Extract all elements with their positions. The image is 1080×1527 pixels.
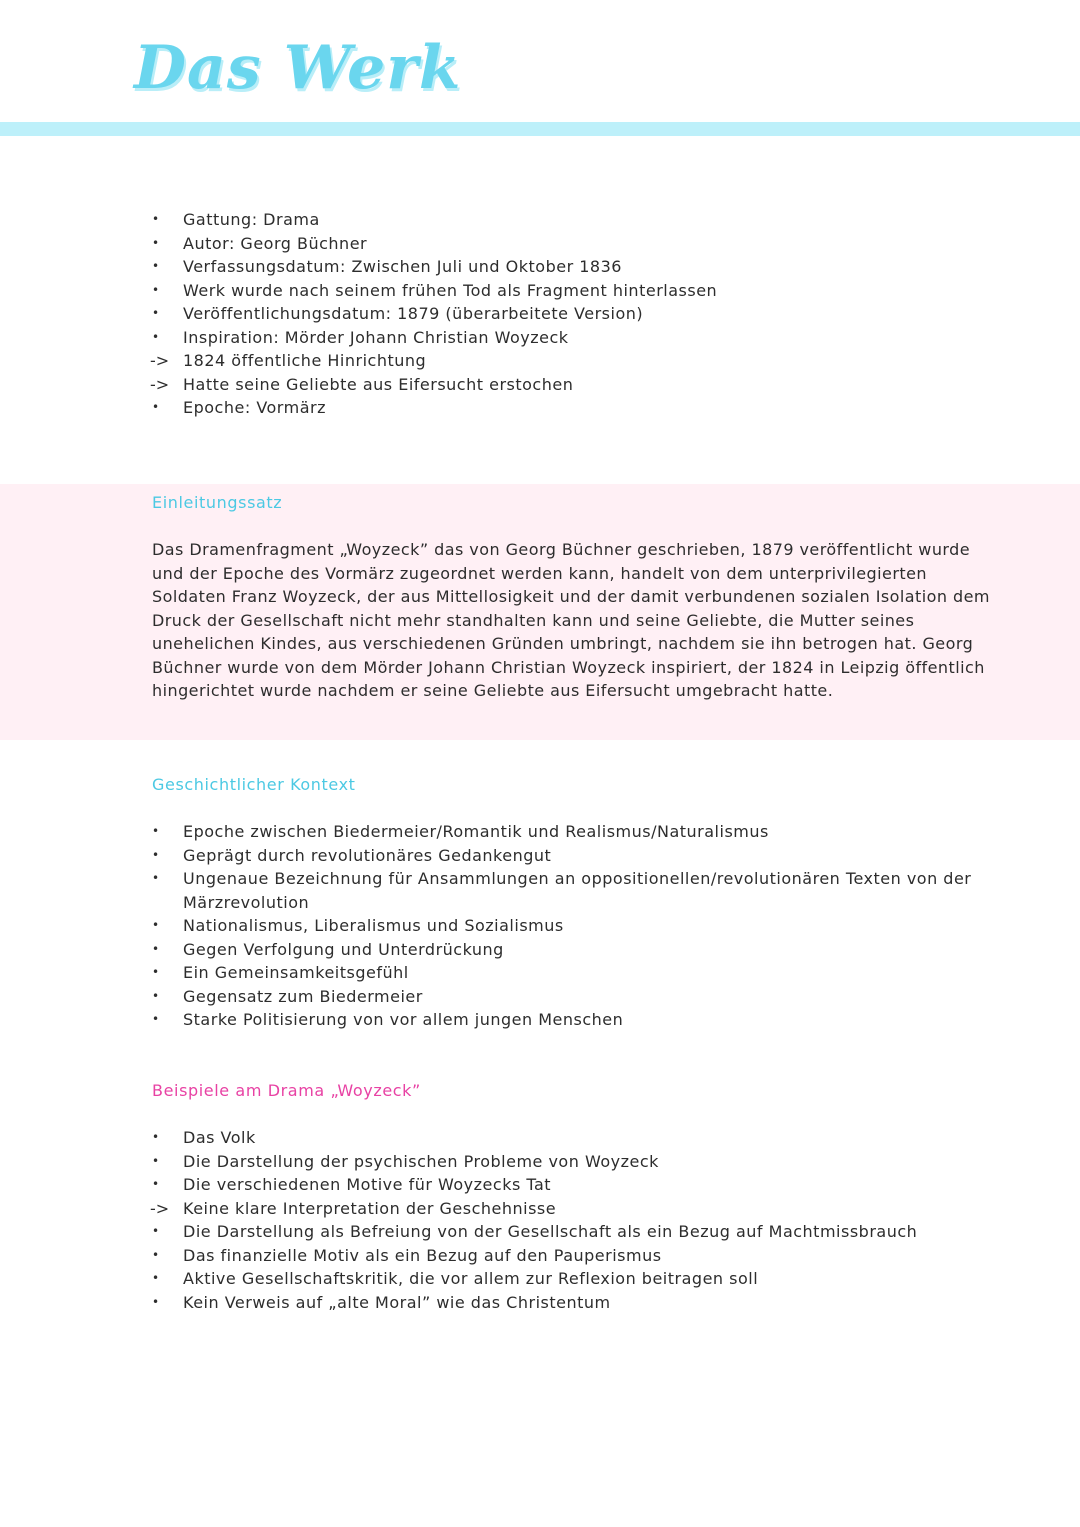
list-item-text: Gegensatz zum Biedermeier xyxy=(183,986,423,1006)
list-item-text: Verfassungsdatum: Zwischen Juli und Oktober 1836 xyxy=(183,257,622,276)
list-item-text: Geprägt durch revolutionäres Gedankengut xyxy=(183,845,552,865)
list-item-text: Epoche zwischen Biedermeier/Romantik und Realismus/Naturalismus xyxy=(183,822,769,841)
list-item xyxy=(150,844,1010,868)
list-item-text: Inspiration: Mörder Johann Christian Woyzeck xyxy=(183,327,569,347)
bullet-marker: • xyxy=(152,1247,160,1262)
list-item-text: Kein Verweis auf „alte Moral” wie das Christentum xyxy=(183,1292,611,1312)
list-item-text: Veröffentlichungsdatum: 1879 (überarbeitete Version) xyxy=(183,304,644,323)
list-item-text: Keine klare Interpretation der Geschehnisse xyxy=(183,1198,557,1218)
list-item-text: Das Volk xyxy=(183,1128,256,1147)
title-underline-band xyxy=(0,122,1080,136)
list-item-text: Ein Gemeinsamkeitsgefühl xyxy=(183,963,409,982)
intro-heading: Einleitungssatz xyxy=(152,493,283,512)
bullet-marker: • xyxy=(152,235,160,250)
list-item-text: Epoche: Vormärz xyxy=(183,398,326,417)
list-item xyxy=(150,1267,1010,1291)
list-item xyxy=(150,1220,1010,1244)
bullet-marker: • xyxy=(152,212,160,226)
bullet-marker: • xyxy=(152,1294,160,1309)
arrow-marker: -> xyxy=(150,1198,170,1218)
list-item-text: Gegen Verfolgung und Unterdrückung xyxy=(183,939,504,959)
list-item-text: Die verschiedenen Motive für Woyzecks Tat xyxy=(183,1175,552,1194)
list-item xyxy=(150,1126,1010,1150)
bullet-marker: • xyxy=(152,824,160,838)
list-item-text: Aktive Gesellschaftskritik, die vor allem zur Reflexion beitragen soll xyxy=(183,1269,759,1288)
bullet-marker: • xyxy=(152,871,160,885)
bullet-marker: • xyxy=(152,259,160,273)
bullet-marker: • xyxy=(152,282,160,297)
intro-paragraph: Das Dramenfragment „Woyzeck” das von Georg Büchner geschrieben, 1879 veröffentlicht wurde und der Epoche des Vormärz zugeordnet werden kann, handelt von dem unterprivilegierten Soldaten Franz Woyzeck, der aus Mittellosigkeit und der damit verbundenen sozialen Isolation dem Druck der Gesellschaft nicht mehr standhalten kann und seine Geliebte, die Mutter seines unehelichen Kindes, aus verschiedenen Gründen umbringt, nachdem sie ihn betrogen hat. Georg Büchner wurde von dem Mörder Johann Christian Woyzeck inspiriert, der 1824 in Leipzig öffentlich hingerichtet wurde nachdem er seine Geliebte aus Eifersucht umgebracht hatte. xyxy=(152,540,990,700)
list-item-text: Die Darstellung der psychischen Probleme von Woyzeck xyxy=(183,1151,659,1171)
bullet-marker: • xyxy=(152,306,160,320)
list-item xyxy=(150,326,717,350)
bullet-marker: • xyxy=(152,1130,160,1144)
facts-list xyxy=(150,208,717,420)
list-item xyxy=(150,867,1010,914)
bullet-marker: • xyxy=(152,1224,160,1238)
list-item-text: Ungenaue Bezeichnung für Ansammlungen an oppositionellen/revolutionären Texten von der Märzrevolution xyxy=(183,869,972,912)
list-item xyxy=(150,208,717,232)
list-item xyxy=(150,1150,1010,1174)
list-item xyxy=(150,1173,1010,1197)
list-item-text: Starke Politisierung von vor allem jungen Menschen xyxy=(183,1010,624,1029)
list-item xyxy=(150,373,717,397)
context-heading: Geschichtlicher Kontext xyxy=(152,775,356,794)
bullet-marker: • xyxy=(152,965,160,979)
bullet-marker: • xyxy=(152,941,160,956)
list-item xyxy=(150,232,717,256)
list-item-text: Autor: Georg Büchner xyxy=(183,233,368,253)
list-item xyxy=(150,820,1010,844)
page-title: Das Werk xyxy=(134,33,462,103)
list-item-text: Gattung: Drama xyxy=(183,210,320,229)
list-item-text: Das finanzielle Motiv als ein Bezug auf den Pauperismus xyxy=(183,1245,662,1265)
bullet-marker: • xyxy=(152,329,160,344)
list-item xyxy=(150,1197,1010,1221)
list-item-text: Werk wurde nach seinem frühen Tod als Fragment hinterlassen xyxy=(183,280,718,300)
list-item xyxy=(150,1291,1010,1315)
bullet-marker: • xyxy=(152,1153,160,1168)
bullet-marker: • xyxy=(152,847,160,862)
list-item-text: Die Darstellung als Befreiung von der Gesellschaft als ein Bezug auf Machtmissbrauch xyxy=(183,1222,918,1241)
list-item xyxy=(150,349,717,373)
bullet-marker: • xyxy=(152,1177,160,1191)
list-item xyxy=(150,985,1010,1009)
arrow-marker: -> xyxy=(150,374,170,394)
list-item xyxy=(150,279,717,303)
list-item xyxy=(150,255,717,279)
list-item xyxy=(150,938,1010,962)
list-item-text: 1824 öffentliche Hinrichtung xyxy=(183,351,427,370)
list-item xyxy=(150,396,717,420)
bullet-marker: • xyxy=(152,1271,160,1285)
examples-heading: Beispiele am Drama „Woyzeck” xyxy=(152,1081,421,1100)
list-item xyxy=(150,961,1010,985)
bullet-marker: • xyxy=(152,400,160,414)
list-item xyxy=(150,1244,1010,1268)
context-list xyxy=(150,820,1010,1032)
list-item-text: Nationalismus, Liberalismus und Sozialismus xyxy=(183,916,564,935)
list-item xyxy=(150,1008,1010,1032)
list-item xyxy=(150,914,1010,938)
list-item xyxy=(150,302,717,326)
arrow-marker: -> xyxy=(150,351,170,370)
bullet-marker: • xyxy=(152,988,160,1003)
bullet-marker: • xyxy=(152,1012,160,1026)
examples-list xyxy=(150,1126,1010,1314)
list-item-text: Hatte seine Geliebte aus Eifersucht erstochen xyxy=(183,374,574,394)
bullet-marker: • xyxy=(152,918,160,932)
